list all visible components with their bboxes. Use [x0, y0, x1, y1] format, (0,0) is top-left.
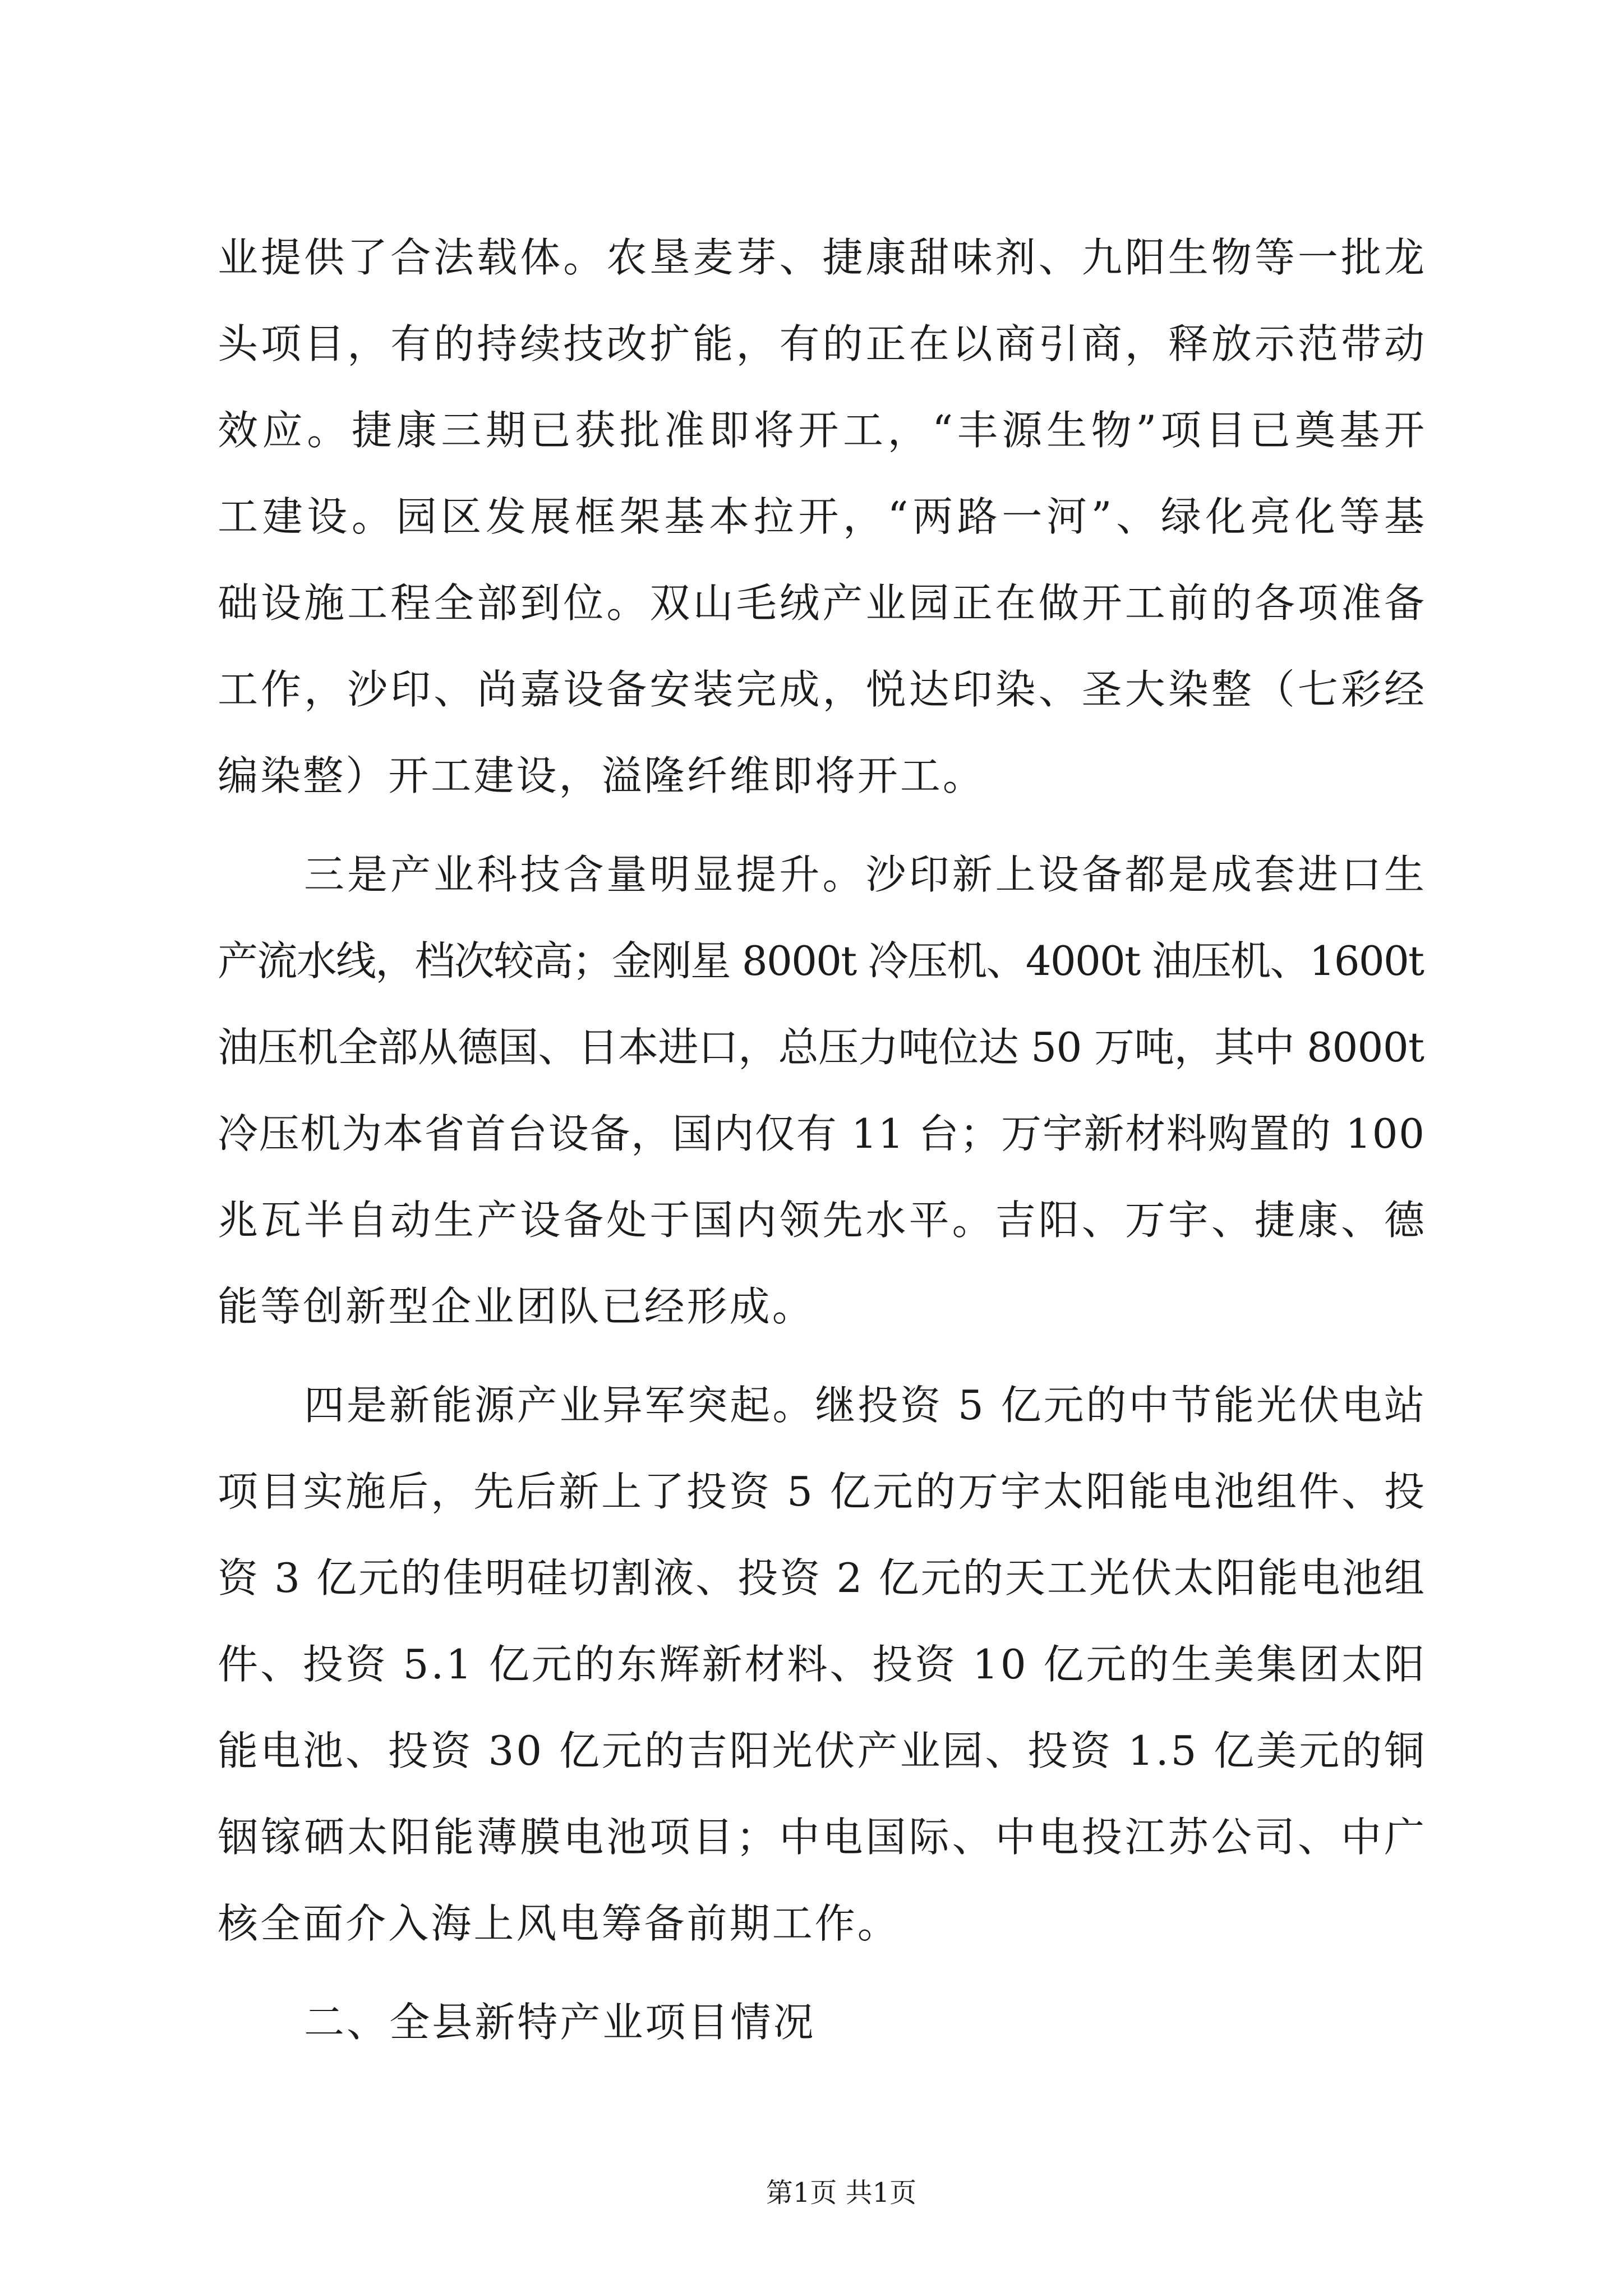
- text-line: 工建设。园区发展框架基本拉开，“两路一河”、绿化亮化等基: [218, 493, 1429, 540]
- text-line: 兆瓦半自动生产设备处于国内领先水平。吉阳、万宇、捷康、德: [218, 1197, 1428, 1244]
- paragraph: [218, 214, 1429, 819]
- text-line: 能电池、投资 30 亿元的吉阳光伏产业园、投资 1.5 亿美元的铜: [218, 1727, 1427, 1774]
- text-line: 项目实施后，先后新上了投资 5 亿元的万宇太阳能电池组件、投: [218, 1468, 1427, 1515]
- text-line: 三是产业科技含量明显提升。沙印新上设备都是成套进口生: [304, 851, 1428, 898]
- paragraph: [218, 831, 1428, 1350]
- text-line: 四是新能源产业异军突起。继投资 5 亿元的中节能光伏电站: [304, 1382, 1427, 1429]
- text-line: 工作，沙印、尚嘉设备安装完成，悦达印染、圣大染整（七彩经: [218, 666, 1428, 713]
- text-line: 业提供了合法载体。农垦麦芽、捷康甜味剂、九阳生物等一批龙: [218, 234, 1428, 281]
- text-line: 件、投资 5.1 亿元的东辉新材料、投资 10 亿元的生美集团太阳: [218, 1641, 1427, 1688]
- text-line: 冷压机为本省首台设备，国内仅有 11 台；万宇新材料购置的 100: [218, 1110, 1426, 1157]
- section-heading: [218, 1979, 1424, 2065]
- section-heading-text: 二、全县新特产业项目情况: [304, 1999, 816, 2046]
- text-line: 核全面介入海上风电筹备前期工作。: [218, 1900, 900, 1947]
- text-line: 编染整）开工建设，溢隆纤维即将开工。: [218, 752, 985, 799]
- paragraph: [218, 1362, 1428, 1967]
- text-line: 头项目，有的持续技改扩能，有的正在以商引商，释放示范带动: [218, 320, 1428, 367]
- text-line: 效应。捷康三期已获批准即将开工，“丰源生物”项目已奠基开: [218, 407, 1429, 454]
- text-line: 铟镓硒太阳能薄膜电池项目；中电国际、中电投江苏公司、中广: [218, 1814, 1428, 1861]
- text-line: 油压机全部从德国、日本进口，总压力吨位达 50 万吨，其中 8000t: [218, 1024, 1424, 1071]
- page-footer: 第1页 共1页: [766, 2177, 917, 2208]
- body-text: [218, 214, 1429, 2065]
- text-line: 能等创新型企业团队已经形成。: [218, 1283, 815, 1330]
- text-line: 础设施工程全部到位。双山毛绒产业园正在做开工前的各项准备: [218, 579, 1428, 627]
- text-line: 产流水线，档次较高；金刚星 8000t 冷压机、4000t 油压机、1600t: [218, 937, 1424, 984]
- text-line: 资 3 亿元的佳明硅切割液、投资 2 亿元的天工光伏太阳能电池组: [218, 1554, 1427, 1602]
